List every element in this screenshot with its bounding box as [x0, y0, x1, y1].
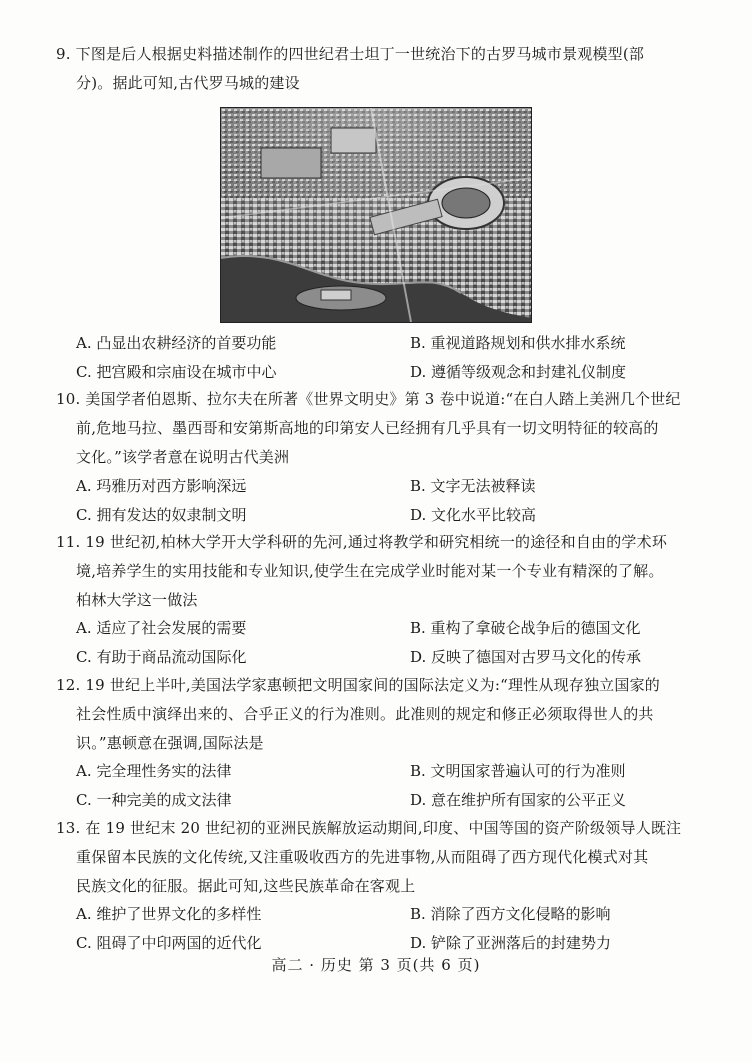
option-a[interactable]: A. 玛雅历对西方影响深远 — [76, 477, 247, 495]
question-13-options — [76, 900, 676, 958]
question-9-stem — [56, 40, 696, 98]
stem-line: 11. 19 世纪初,柏林大学开大学科研的先河,通过将教学和研究相统一的途径和自由的学术环 — [56, 533, 668, 551]
stem-line: 识。”惠顿意在强调,国际法是 — [76, 734, 264, 752]
stem-line: 境,培养学生的实用技能和专业知识,使学生在完成学业时能对某一个专业有精深的了解。 — [76, 562, 664, 580]
option-c[interactable]: C. 把宫殿和宗庙设在城市中心 — [76, 363, 277, 381]
option-d[interactable]: D. 反映了德国对古罗马文化的传承 — [410, 648, 642, 666]
option-d[interactable]: D. 遵循等级观念和封建礼仪制度 — [410, 363, 627, 381]
options-row — [76, 643, 676, 672]
question-12-stem — [56, 671, 696, 758]
option-c[interactable]: C. 有助于商品流动国际化 — [76, 648, 247, 666]
option-b[interactable]: B. 消除了西方文化侵略的影响 — [410, 905, 611, 923]
question-11-options — [76, 614, 676, 672]
stem-line: 社会性质中演绎出来的、合乎正义的行为准则。此准则的规定和修正必须取得世人的共 — [76, 705, 654, 723]
options-row — [76, 900, 676, 929]
options-row — [76, 614, 676, 643]
stem-line: 柏林大学这一做法 — [76, 591, 198, 609]
option-c[interactable]: C. 阻碍了中印两国的近代化 — [76, 934, 262, 952]
options-row — [76, 786, 676, 815]
option-b[interactable]: B. 重构了拿破仑战争后的德国文化 — [410, 619, 641, 637]
option-d[interactable]: D. 文化水平比较高 — [410, 506, 537, 524]
option-a[interactable]: A. 维护了世界文化的多样性 — [76, 905, 262, 923]
question-12-options — [76, 757, 676, 815]
option-b[interactable]: B. 重视道路规划和供水排水系统 — [410, 334, 626, 352]
question-10-stem — [56, 385, 696, 472]
option-b[interactable]: B. 文明国家普遍认可的行为准则 — [410, 762, 626, 780]
stem-line: 前,危地马拉、墨西哥和安第斯高地的印第安人已经拥有几乎具有一切文明特征的较高的 — [76, 419, 659, 437]
stem-line: 10. 美国学者伯恩斯、拉尔夫在所著《世界文明史》第 3 卷中说道:“在白人踏上美洲几个世纪 — [56, 390, 681, 408]
question-10-options — [76, 472, 676, 530]
options-row — [76, 358, 676, 387]
option-d[interactable]: D. 铲除了亚洲落后的封建势力 — [410, 934, 612, 952]
option-c[interactable]: C. 一种完美的成文法律 — [76, 791, 232, 809]
question-9-options — [76, 329, 676, 387]
rome-city-model-photo — [220, 107, 532, 323]
stem-line: 13. 在 19 世纪末 20 世纪初的亚洲民族解放运动期间,印度、中国等国的资产阶级领导人既注 — [56, 819, 682, 837]
question-11-stem — [56, 528, 696, 615]
option-a[interactable]: A. 适应了社会发展的需要 — [76, 619, 247, 637]
option-a[interactable]: A. 凸显出农耕经济的首要功能 — [76, 334, 277, 352]
options-row — [76, 329, 676, 358]
options-row — [76, 501, 676, 530]
stem-line: 重保留本民族的文化传统,又注重吸收西方的先进事物,从而阻碍了西方现代化模式对其 — [76, 848, 649, 866]
option-d[interactable]: D. 意在维护所有国家的公平正义 — [410, 791, 627, 809]
options-row — [76, 472, 676, 501]
page-footer: 高二 · 历史 第 3 页(共 6 页) — [271, 956, 481, 974]
stem-line: 分)。据此可知,古代罗马城的建设 — [76, 74, 300, 92]
question-13-stem — [56, 814, 696, 901]
stem-line: 9. 下图是后人根据史料描述制作的四世纪君士坦丁一世统治下的古罗马城市景观模型(部 — [56, 45, 645, 63]
stem-line: 12. 19 世纪上半叶,美国法学家惠顿把文明国家间的国际法定义为:“理性从现存独立国家的 — [56, 676, 660, 694]
option-b[interactable]: B. 文字无法被释读 — [410, 477, 536, 495]
options-row — [76, 757, 676, 786]
option-a[interactable]: A. 完全理性务实的法律 — [76, 762, 232, 780]
stem-line: 民族文化的征服。据此可知,这些民族革命在客观上 — [76, 877, 416, 895]
stem-line: 文化。”该学者意在说明古代美洲 — [76, 448, 290, 466]
option-c[interactable]: C. 拥有发达的奴隶制文明 — [76, 506, 247, 524]
